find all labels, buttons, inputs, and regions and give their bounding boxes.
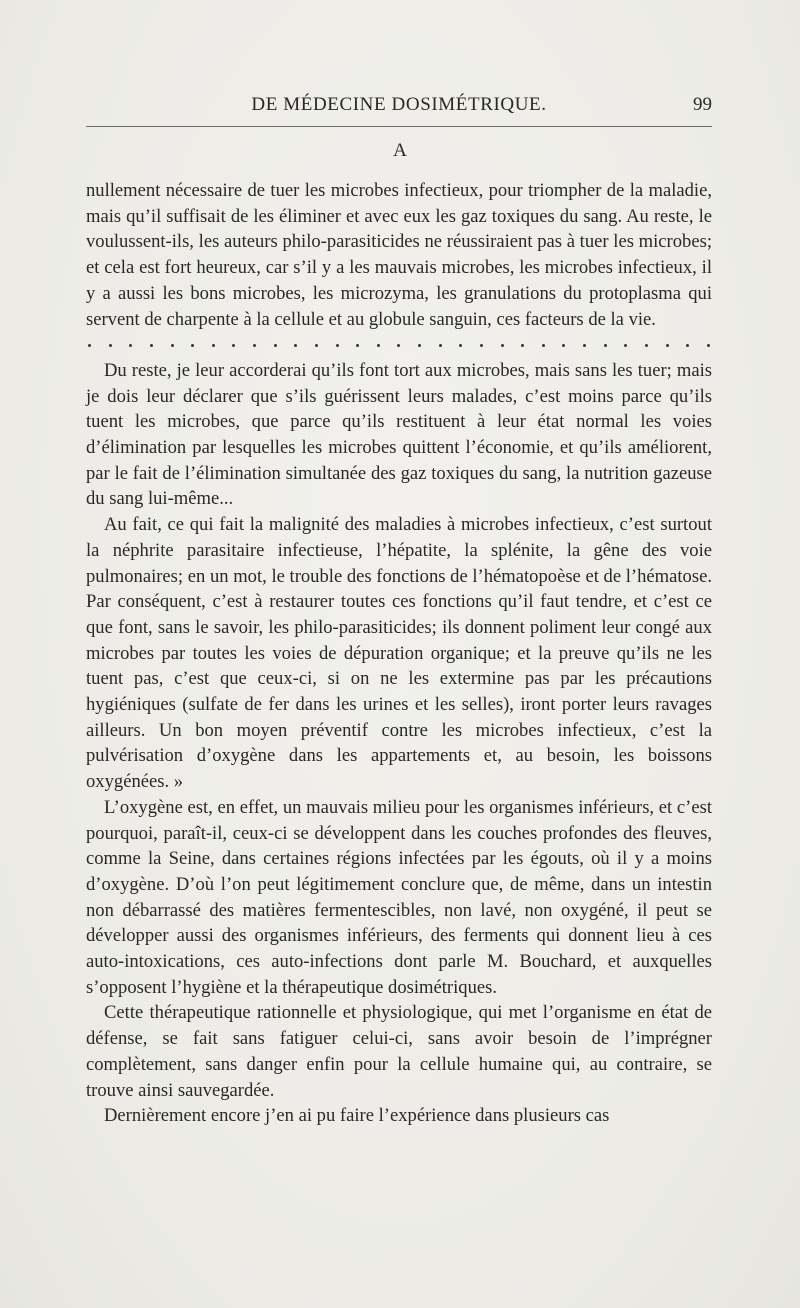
running-title: DE MÉDECINE DOSIMÉTRIQUE. [251,94,547,115]
paragraph-3: Au fait, ce qui fait la malignité des maladies à microbes infectieux, c’est surtout la néphrite parasitaire infectieuse, l’hépatite, la splénite, la gêne des voie pulmonaires; en un mot, le trouble des fonctions de l’hématopoèse et de l’hématose. Par conséquent, c’est à restaurer toutes ces fonctions qu’il faut tendre, et c’est ce que font, sans le savoir, les philo-parasiticides; ils donnent poliment leur congé aux microbes par toutes les voies de dépuration organique; et la preuve qu’ils ne les tuent pas, c’est que ceux-ci, si on ne les extermine pas par les précautions hygiéniques (sulfate de fer dans les urines et les selles), iront porter leurs ravages ailleurs. Un bon moyen préventif contre les microbes infectieux, c’est la pulvérisation d’oxygène dans les appartements et, au besoin, les boissons oxygénées. » [86,514,712,793]
paragraph-2: Du reste, je leur accorderai qu’ils font tort aux microbes, mais sans les tuer; mais je dois leur déclarer que s’ils guérissent leurs malades, c’est moins parce qu’ils tuent les microbes, que parce qu’ils restituent à leur état normal les voies d’élimination par lesquelles les microbes quittent l’économie, et qu’ils améliorent, par le fait de l’élimination simultanée des gaz toxiques du sang, la nutrition gazeuse du sang lui-même... [86,359,712,510]
body-text [86,178,712,1129]
header-rule [86,126,712,127]
paragraph-5: Cette thérapeutique rationnelle et physiologique, qui met l’organisme en état de défense, se fait sans fatiguer celui-ci, sans avoir besoin de l’imprégner complètement, sans danger enfin pour la cellule humaine qui, au contraire, se trouve ainsi sauvegardée. [86,1002,712,1101]
paragraph-1: nullement nécessaire de tuer les microbes infectieux, pour triompher de la maladie, mais qu’il suffisait de les éliminer et avec eux les gaz toxiques du sang. Au reste, le voulussent-ils, les auteurs philo-parasiticides ne réussiraient pas à tuer les microbes; et cela est fort heureux, car s’il y a les mauvais microbes, les microbes infectieux, il y a aussi les bons microbes, les microzyma, les granulations du protoplasma qui servent de charpente à la cellule et au globule sanguin, ces facteurs de la vie. [86,180,712,330]
signature-mark: A [393,140,407,161]
paragraph-4: L’oxygène est, en effet, un mauvais milieu pour les organismes inférieurs, et c’est pourquoi, paraît-il, ceux-ci se développent dans les couches profondes des fleuves, comme la Seine, dans certaines régions infectées par les égouts, où il y a moins d’oxygène. D’où l’on peut légitimement conclure que, de même, dans un intestin non débarrassé des matières fermentescibles, non lavé, non oxygéné, il peut se développer aussi des organismes inférieurs, des ferments qui donnent lieu à ces auto-intoxications, ces auto-infections dont parle M. Bouchard, et auxquelles s’opposent l’hygiène et la thérapeutique dosimétriques. [86,796,712,998]
running-head [86,94,712,124]
ellipsis-row [86,332,712,358]
paragraph-6: Dernièrement encore j’en ai pu faire l’expérience dans plusieurs cas [104,1105,610,1127]
page-number: 99 [693,94,712,115]
